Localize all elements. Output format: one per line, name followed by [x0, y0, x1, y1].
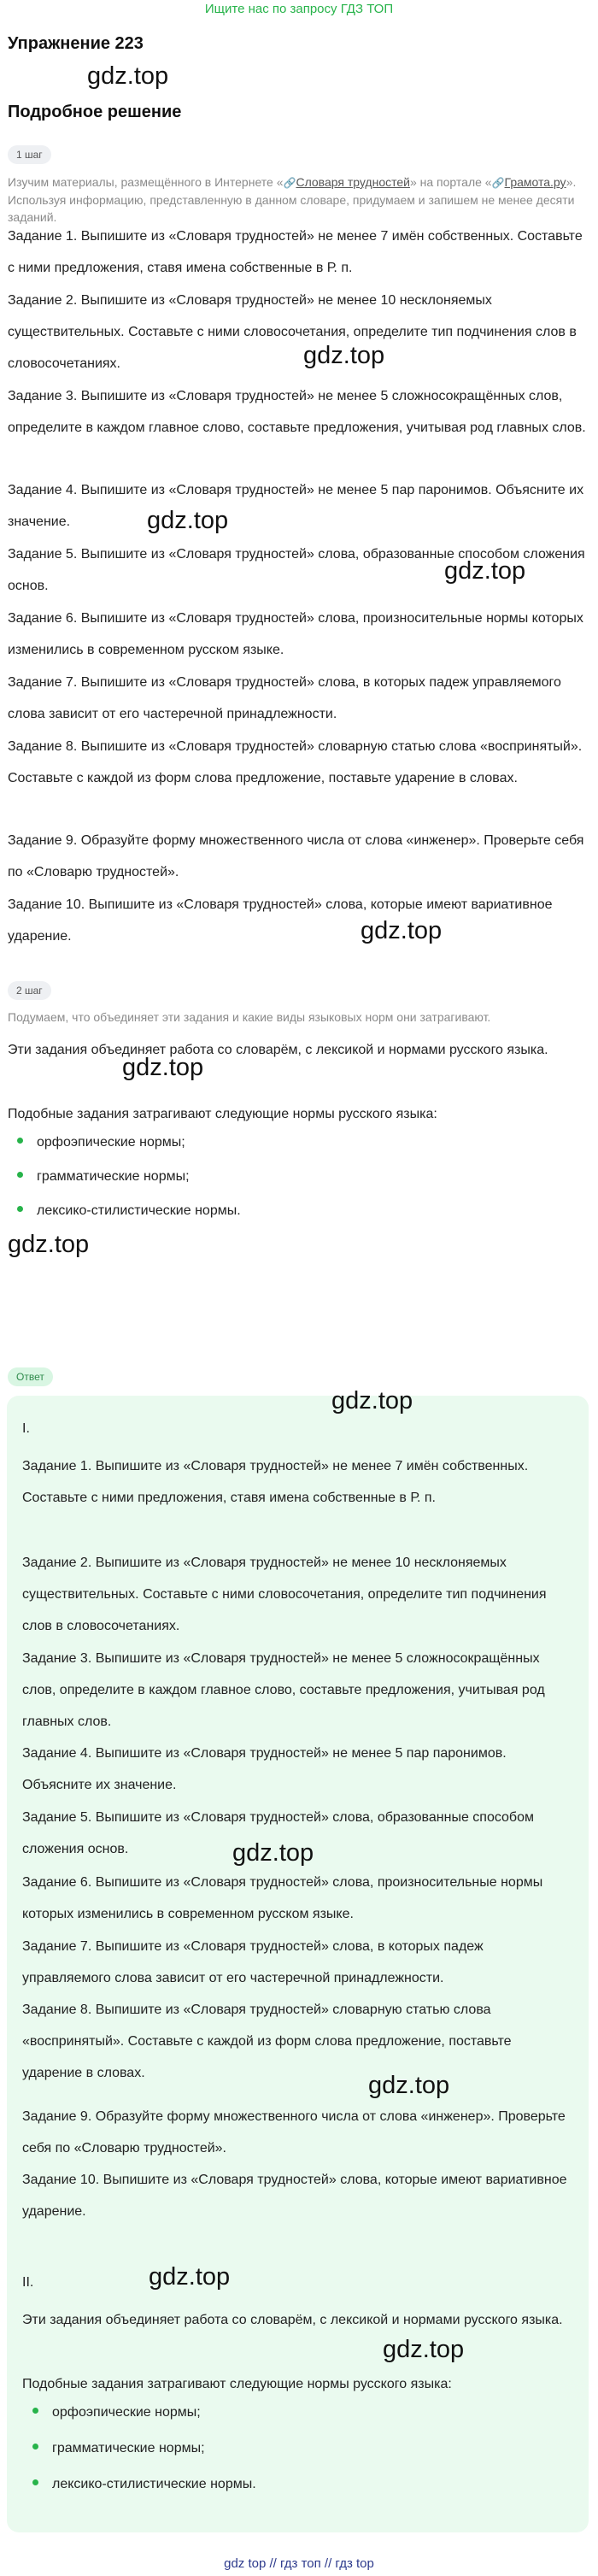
step-2-paragraph: Эти задания объединяет работа со словарём, с лексикой и нормами русского языка.: [8, 1043, 548, 1057]
answer-task-7: Задание 7. Выпишите из «Словаря трудностей» слова, в которых падеж управляемого слова зависит от его частеречной принадлежности.: [22, 1939, 484, 1985]
watermark: gdz.top: [232, 1839, 314, 1867]
watermark: gdz.top: [149, 2263, 231, 2291]
norm-item: лексико-стилистические нормы.: [17, 1203, 241, 1220]
answer-part-2-label: II.: [22, 2275, 34, 2290]
answer-norm-item: грамматические нормы;: [32, 2440, 205, 2457]
link-icon: 🔗: [283, 177, 296, 189]
watermark: gdz.top: [444, 557, 526, 585]
watermark: gdz.top: [303, 342, 385, 369]
watermark: gdz.top: [122, 1054, 204, 1081]
task-1: Задание 1. Выпишите из «Словаря трудностей» не менее 7 имён собственных. Составьте с ними предложения, ставя имена собственные в Р. п.: [8, 229, 583, 275]
answer-chip: Ответ: [8, 1367, 53, 1386]
watermark: gdz.top: [383, 2336, 465, 2363]
watermark: gdz.top: [361, 917, 443, 944]
page-title: Упражнение 223: [8, 34, 144, 53]
task-9: Задание 9. Образуйте форму множественного числа от слова «инженер». Проверьте себя по «Словарю трудностей».: [8, 833, 584, 879]
answer-task-6: Задание 6. Выпишите из «Словаря трудностей» слова, произносительные нормы которых изменились в современном русском языке.: [22, 1875, 543, 1921]
task-5: Задание 5. Выпишите из «Словаря трудностей» слова, образованные способом сложения основ.: [8, 547, 585, 593]
link-icon: 🔗: [491, 177, 505, 189]
bullet-icon: [32, 2444, 38, 2450]
bullet-icon: [32, 2408, 38, 2414]
section-title: Подробное решение: [8, 103, 182, 121]
footer-links[interactable]: gdz top // гдз топ // гдз top: [224, 2556, 374, 2571]
step-2-chip: 2 шаг: [8, 981, 51, 1000]
answer-part-1-label: I.: [22, 1421, 30, 1436]
answer-norms-intro: Подобные задания затрагивают следующие нормы русского языка:: [22, 2377, 452, 2391]
answer-norm-item: орфоэпические нормы;: [32, 2404, 201, 2421]
answer-task-1: Задание 1. Выпишите из «Словаря трудностей» не менее 7 имён собственных. Составьте с ними предложения, ставя имена собственные в Р. п.: [22, 1459, 529, 1505]
watermark: gdz.top: [368, 2072, 450, 2099]
task-3: Задание 3. Выпишите из «Словаря трудностей» не менее 5 сложносокращённых слов, определите в каждом главное слово, составьте предложения, учитывая род главных слов.: [8, 389, 586, 435]
bullet-icon: [32, 2479, 38, 2485]
norm-item: грамматические нормы;: [17, 1168, 190, 1185]
task-8: Задание 8. Выпишите из «Словаря трудностей» словарную статью слова «воспринятый». Составьте с каждой из форм слова предложение, поставьте ударение в словах.: [8, 739, 583, 785]
watermark: gdz.top: [8, 1231, 90, 1258]
answer-norm-item: лексико-стилистические нормы.: [32, 2476, 256, 2493]
answer-paragraph: Эти задания объединяет работа со словарём, с лексикой и нормами русского языка.: [22, 2313, 563, 2327]
step-2-norms-intro: Подобные задания затрагивают следующие нормы русского языка:: [8, 1107, 437, 1121]
task-10: Задание 10. Выпишите из «Словаря трудностей» слова, которые имеют вариативное ударение.: [8, 897, 553, 944]
gramota-link[interactable]: Грамота.ру: [504, 175, 566, 189]
promo-banner[interactable]: Ищите нас по запросу ГДЗ ТОП: [204, 2, 394, 16]
intro-text-3: ». Используя информацию, представленную в данном словаре, придумаем и запишем не менее десяти заданий.: [8, 175, 577, 224]
intro-text-1: Изучим материалы, размещённого в Интернете «: [8, 175, 284, 189]
task-6: Задание 6. Выпишите из «Словаря трудностей» слова, произносительные нормы которых изменились в современном русском языке.: [8, 611, 583, 657]
norm-item: орфоэпические нормы;: [17, 1134, 185, 1151]
bullet-icon: [17, 1172, 23, 1178]
watermark: gdz.top: [147, 507, 229, 534]
dictionary-link[interactable]: Словаря трудностей: [296, 175, 410, 189]
answer-task-3: Задание 3. Выпишите из «Словаря трудностей» не менее 5 сложносокращённых слов, определите в каждом главное слово, составьте предложения, учитывая род главных слов.: [22, 1651, 545, 1729]
answer-task-10: Задание 10. Выпишите из «Словаря трудностей» слова, которые имеют вариативное ударение.: [22, 2173, 567, 2219]
answer-task-2: Задание 2. Выпишите из «Словаря трудностей» не менее 10 несклоняемых существительных. Составьте с ними словосочетания, определите тип подчинения слов в словосочетаниях.: [22, 1556, 547, 1633]
answer-task-9: Задание 9. Образуйте форму множественного числа от слова «инженер». Проверьте себя по «Словарю трудностей».: [22, 2109, 566, 2155]
step-1-intro: [8, 173, 589, 226]
watermark: gdz.top: [87, 62, 169, 90]
task-4: Задание 4. Выпишите из «Словаря трудностей» не менее 5 пар паронимов. Объясните их значение.: [8, 483, 584, 529]
intro-text-2: » на портале «: [409, 175, 492, 189]
answer-task-8: Задание 8. Выпишите из «Словаря трудностей» словарную статью слова «воспринятый». Составьте с каждой из форм слова предложение, поставьте ударение в словах.: [22, 2003, 512, 2080]
task-2: Задание 2. Выпишите из «Словаря трудностей» не менее 10 несклоняемых существительных. Составьте с ними словосочетания, определите тип подчинения слов в словосочетаниях.: [8, 293, 577, 371]
watermark: gdz.top: [331, 1387, 413, 1414]
step-1-chip: 1 шаг: [8, 145, 51, 164]
task-7: Задание 7. Выпишите из «Словаря трудностей» слова, в которых падеж управляемого слова зависит от его частеречной принадлежности.: [8, 675, 561, 721]
answer-task-4: Задание 4. Выпишите из «Словаря трудностей» не менее 5 пар паронимов. Объясните их значение.: [22, 1746, 507, 1792]
step-2-intro: Подумаем, что объединяет эти задания и какие виды языковых норм они затрагивают.: [8, 1010, 491, 1024]
answer-task-5: Задание 5. Выпишите из «Словаря трудностей» слова, образованные способом сложения основ.: [22, 1810, 534, 1856]
bullet-icon: [17, 1206, 23, 1212]
bullet-icon: [17, 1138, 23, 1144]
